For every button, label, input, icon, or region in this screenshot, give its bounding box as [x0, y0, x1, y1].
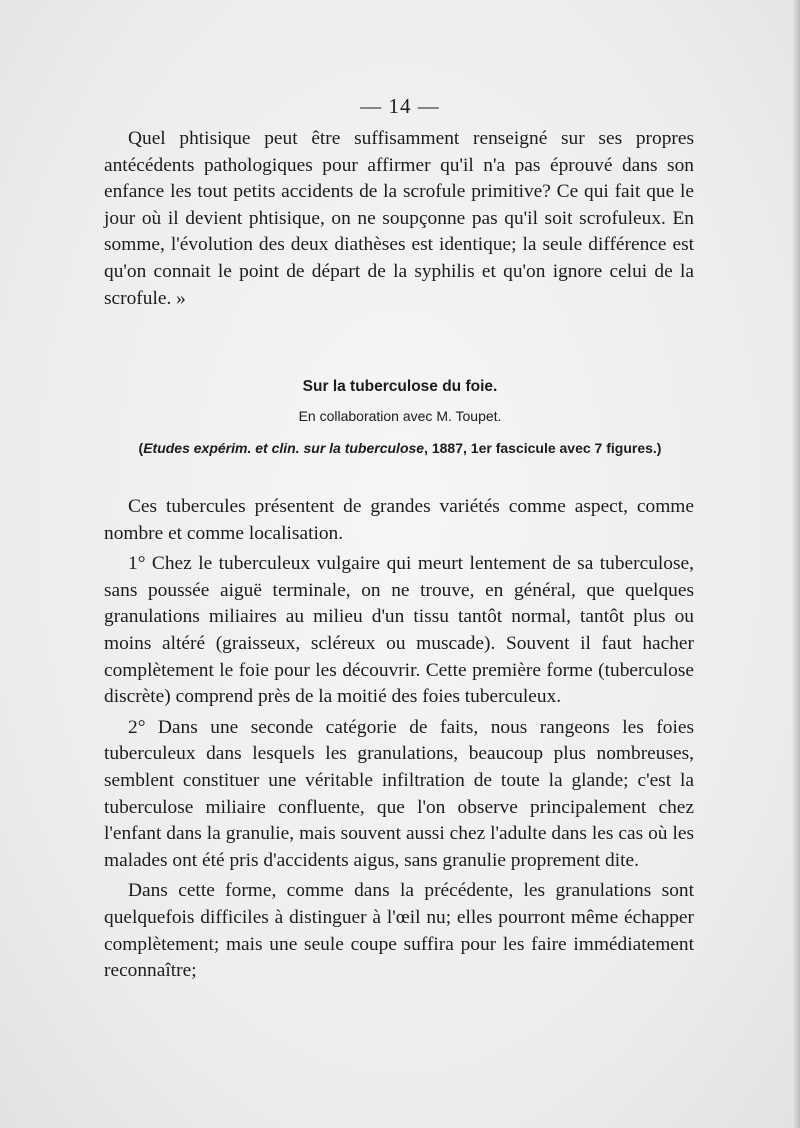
main-text-block: [104, 494, 694, 985]
section-title: Sur la tuberculose du foie.: [302, 378, 498, 395]
paragraph-form-2: 2° Dans une seconde catégorie de faits, nous rangeons les foies tuberculeux dans lesquels les granulations, beaucoup plus nombreuses, semblent constituer une véritable infiltration de toute la glande; c'est la tuberculose miliaire confluente, que l'on observe principalement chez l'enfant dans la granulie, mais souvent aussi chez l'adulte dans les cas où les malades ont été pris d'accidents aigus, sans granulie proprement dite.: [104, 716, 694, 871]
paragraph-form-1: 1° Chez le tuberculeux vulgaire qui meurt lentement de sa tuberculose, sans poussée aiguë terminale, on ne trouve, en général, que quelques granulations miliaires au milieu d'un tissu tantôt normal, tantôt plus ou moins altéré (graisseux, scléreux ou muscade). Souvent il faut hacher complètement le foie pour les découvrir. Cette première forme (tuberculose discrète) comprend près de la moitié des foies tuberculeux.: [104, 553, 694, 708]
paragraph-variety: Ces tubercules présentent de grandes variétés comme aspect, comme nombre et comme localisation.: [104, 496, 694, 544]
citation-rest: , 1887, 1er fascicule avec 7 figures.): [424, 440, 662, 456]
page-edge-shadow: [792, 0, 800, 1128]
citation-open: (: [138, 440, 144, 456]
section-collaboration: En collaboration avec M. Toupet.: [298, 408, 502, 424]
citation-italic: Etudes expérim. et clin. sur la tuberculose: [143, 440, 425, 456]
paragraph-quote-end: Quel phtisique peut être suffisamment renseigné sur ses propres antécédents pathologiques pour affirmer qu'il n'a pas éprouvé dans son enfance les tout petits accidents de la scrofule primitive? Ce qui fait que le jour où il devient phtisique, on ne soupçonne pas qu'il soit scrofuleux. En somme, l'évolution des deux diathèses est identique; la seule différence est qu'on connait le point de départ de la syphilis et qu'on ignore celui de la scrofule. »: [104, 128, 694, 309]
section-citation: [0, 440, 800, 456]
page-number: — 14 —: [360, 94, 440, 118]
paragraph-form-2-detail: Dans cette forme, comme dans la précédente, les granulations sont quelquefois difficiles à distinguer à l'œil nu; elles pourront même échapper complètement; mais une seule coupe suffira pour les faire immédiatement reconnaître;: [104, 880, 694, 982]
intro-text-block: [104, 126, 694, 312]
